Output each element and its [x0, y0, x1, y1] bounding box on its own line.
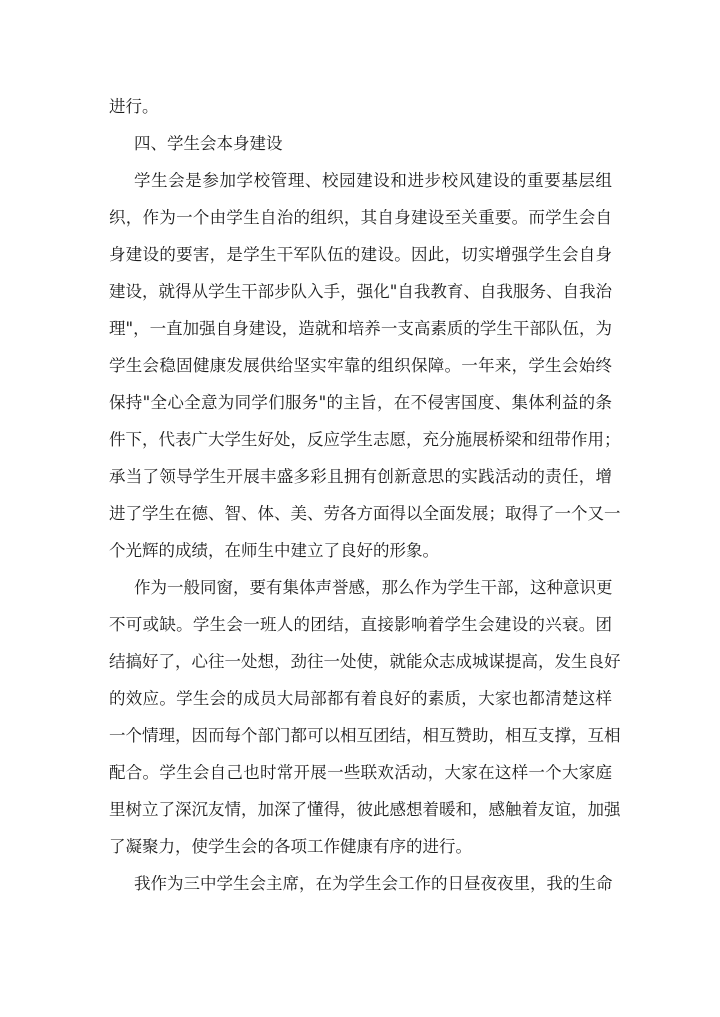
section-heading: 四、学生会本身建设	[134, 134, 283, 153]
text-line: 了凝聚力，使学生会的各项工作健康有序的进行。	[109, 837, 472, 856]
text-line: 承当了领导学生开展丰盛多彩且拥有创新意思的实践活动的责任，增	[109, 467, 612, 486]
text-line: 里树立了深沉友情，加深了懂得，彼此感想着暖和，感触着友谊，加强	[109, 800, 621, 819]
text-line: 进行。	[109, 97, 159, 116]
text-line: 一个情理，因而每个部门都可以相互团结，相互赞助，相互支撑，互相	[109, 726, 621, 745]
text-line: 织，作为一个由学生自治的组织，其自身建设至关重要。而学生会自	[109, 208, 612, 227]
text-line: 我作为三中学生会主席，在为学生会工作的日昼夜夜里，我的生命	[134, 874, 613, 893]
text-line: 保持"全心全意为同学们服务"的主旨，在不侵害国度、集体利益的条	[109, 393, 612, 412]
text-line: 学生会是参加学校管理、校园建设和进步校风建设的重要基层组	[134, 171, 612, 190]
text-line: 件下，代表广大学生好处，反应学生志愿，充分施展桥梁和纽带作用；	[109, 430, 621, 449]
text-line: 身建设的要害，是学生干军队伍的建设。因此，切实增强学生会自身	[109, 245, 612, 264]
text-line: 进了学生在德、智、体、美、劳各方面得以全面发展；取得了一个又一	[109, 504, 621, 523]
text-line: 作为一般同窗，要有集体声誉感，那么作为学生干部，这种意识更	[134, 578, 613, 597]
text-line: 个光辉的成绩，在师生中建立了良好的形象。	[109, 541, 439, 560]
text-line: 建设，就得从学生干部步队入手，强化"自我教育、自我服务、自我治	[109, 282, 612, 301]
text-line: 的效应。学生会的成员大局部都有着良好的素质，大家也都清楚这样	[109, 689, 612, 708]
text-line: 理"，一直加强自身建设，造就和培养一支高素质的学生干部队伍，为	[109, 319, 612, 338]
text-line: 学生会稳固健康发展供给坚实牢靠的组织保障。一年来，学生会始终	[109, 356, 612, 375]
text-line: 结搞好了，心往一处想，劲往一处使，就能众志成城谋提高，发生良好	[109, 652, 621, 671]
text-line: 不可或缺。学生会一班人的团结，直接影响着学生会建设的兴衰。团	[109, 615, 612, 634]
body-text	[109, 88, 621, 902]
text-line: 配合。学生会自己也时常开展一些联欢活动，大家在这样一个大家庭	[109, 763, 612, 782]
